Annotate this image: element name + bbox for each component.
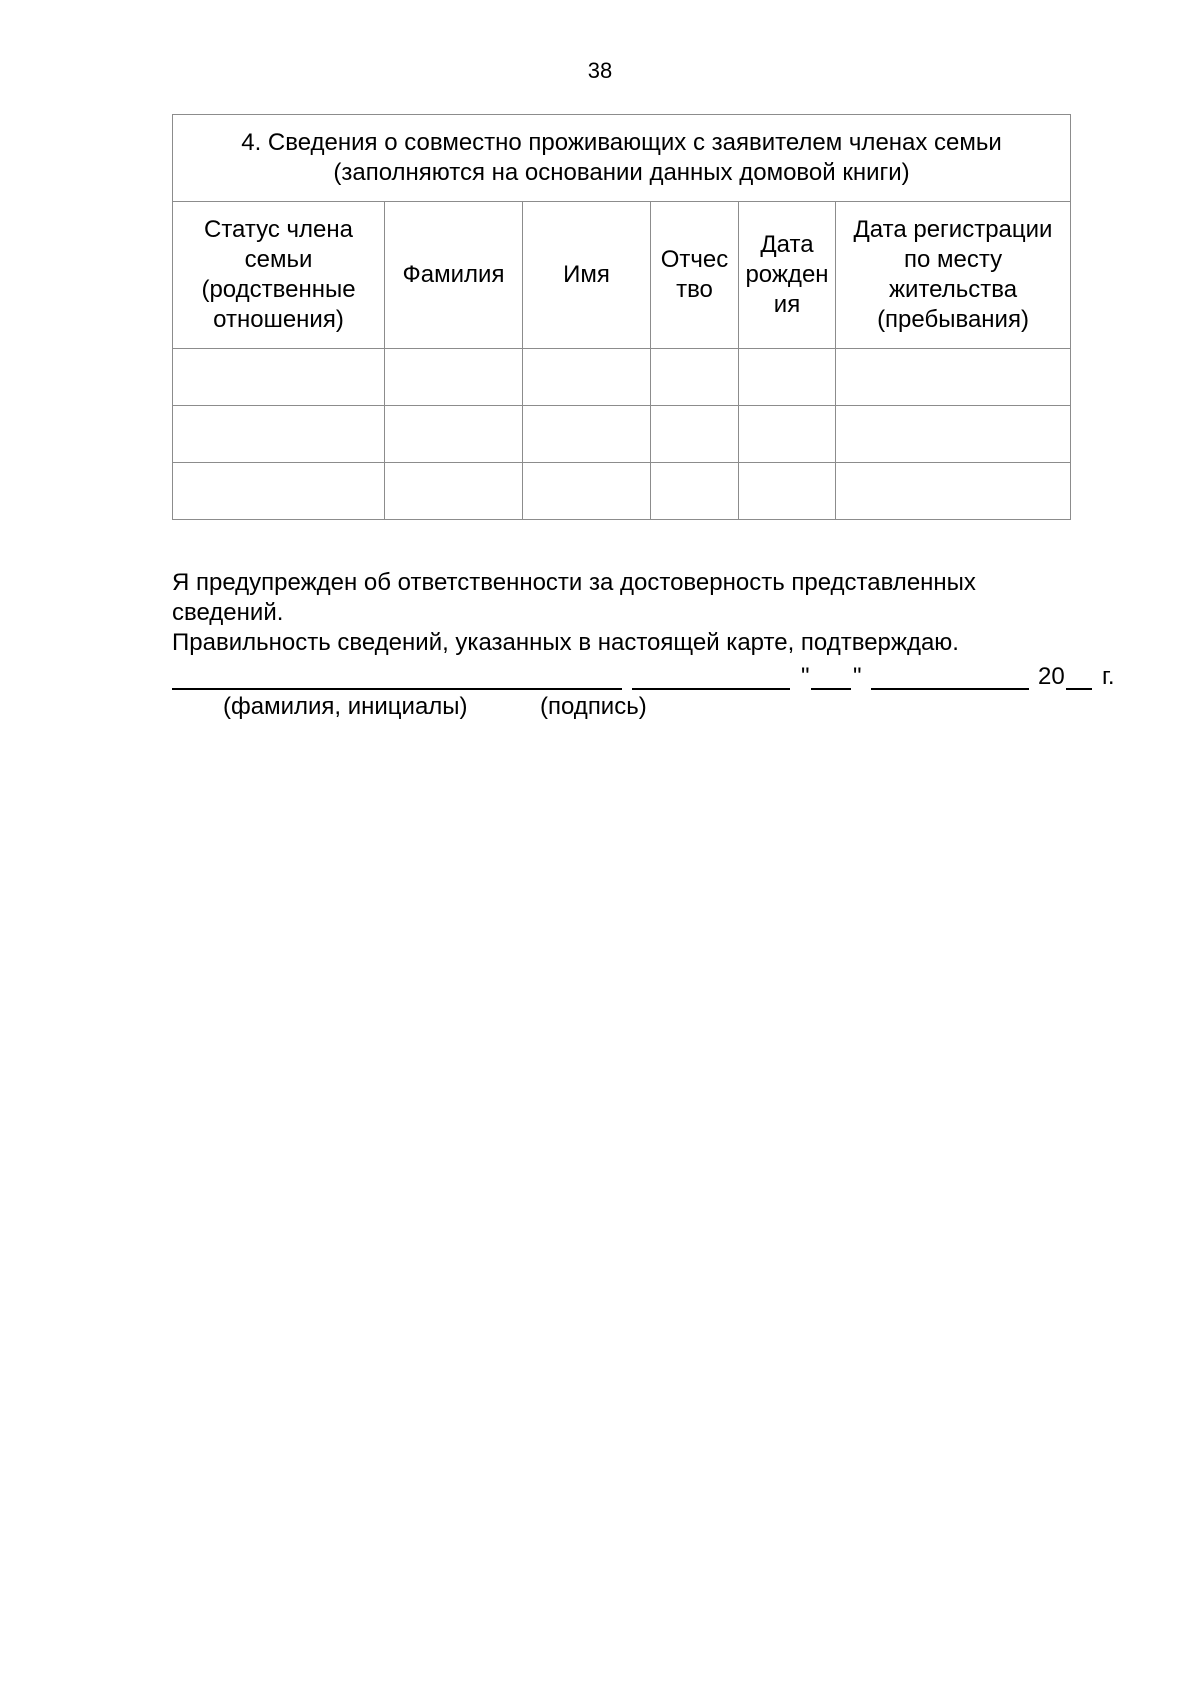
column-header-line: Статус члена [204, 216, 353, 243]
statement-line: Правильность сведений, указанных в настоящей карте, подтверждаю. [172, 629, 959, 656]
table-row [173, 349, 1071, 406]
column-header-line: ия [773, 291, 801, 318]
column-header-line: семьи [244, 246, 313, 273]
year-blank[interactable] [1066, 664, 1092, 690]
table-cell[interactable] [173, 349, 385, 406]
column-header-line: отношения) [213, 306, 344, 333]
table-cell[interactable] [836, 349, 1071, 406]
table-cell[interactable] [385, 406, 523, 463]
month-blank[interactable] [871, 664, 1029, 690]
table-cell[interactable] [173, 406, 385, 463]
table-cell[interactable] [523, 349, 651, 406]
table-cell[interactable] [836, 406, 1071, 463]
signature-blank[interactable] [632, 664, 790, 690]
table-cell[interactable] [651, 349, 739, 406]
quote-open: " [801, 663, 810, 690]
statement-line: сведений. [172, 599, 284, 626]
column-header [523, 202, 651, 349]
column-header [739, 202, 836, 349]
column-header-line: Имя [563, 261, 610, 288]
table-cell[interactable] [523, 463, 651, 520]
statement-line: Я предупрежден об ответственности за достоверность представленных [172, 569, 976, 596]
column-header-line: (пребывания) [877, 306, 1029, 333]
column-header [173, 202, 385, 349]
table-body [173, 349, 1071, 520]
table-cell[interactable] [739, 463, 836, 520]
column-header-line: Дата регистрации [853, 216, 1053, 243]
table-cell[interactable] [523, 406, 651, 463]
table-cell[interactable] [836, 463, 1071, 520]
column-header-line: (родственные [201, 276, 356, 303]
name-blank[interactable] [172, 664, 622, 690]
page-number: 38 [587, 58, 613, 83]
table-cell[interactable] [385, 463, 523, 520]
table-cell[interactable] [651, 463, 739, 520]
table-cell[interactable] [385, 349, 523, 406]
table-cell[interactable] [739, 349, 836, 406]
column-header [651, 202, 739, 349]
caption-signature: (подпись) [540, 693, 647, 720]
section-subtitle-line: (заполняются на основании данных домовой книги) [333, 159, 910, 186]
quote-close: " [853, 663, 862, 690]
year-prefix: 20 [1038, 663, 1065, 690]
caption-name: (фамилия, инициалы) [223, 693, 468, 720]
table-cell[interactable] [739, 406, 836, 463]
statement-block [172, 568, 1112, 658]
section-title [173, 115, 1071, 202]
table-cell[interactable] [173, 463, 385, 520]
column-header [836, 202, 1071, 349]
table-header-row [173, 202, 1071, 349]
column-header [385, 202, 523, 349]
day-blank[interactable] [811, 664, 851, 690]
section-title-line: 4. Сведения о совместно проживающих с заявителем членах семьи [241, 129, 1002, 156]
column-header-line: по месту [903, 246, 1003, 273]
table-cell[interactable] [651, 406, 739, 463]
column-header-line: жительства [888, 276, 1018, 303]
table-row [173, 463, 1071, 520]
column-header-line: рожден [745, 261, 829, 288]
family-members-table [172, 114, 1071, 520]
column-header-line: Дата [760, 231, 814, 258]
year-suffix: г. [1102, 663, 1115, 690]
column-header-line: Отчес [660, 246, 729, 273]
column-header-line: тво [676, 276, 713, 303]
table-row [173, 406, 1071, 463]
column-header-line: Фамилия [402, 261, 505, 288]
